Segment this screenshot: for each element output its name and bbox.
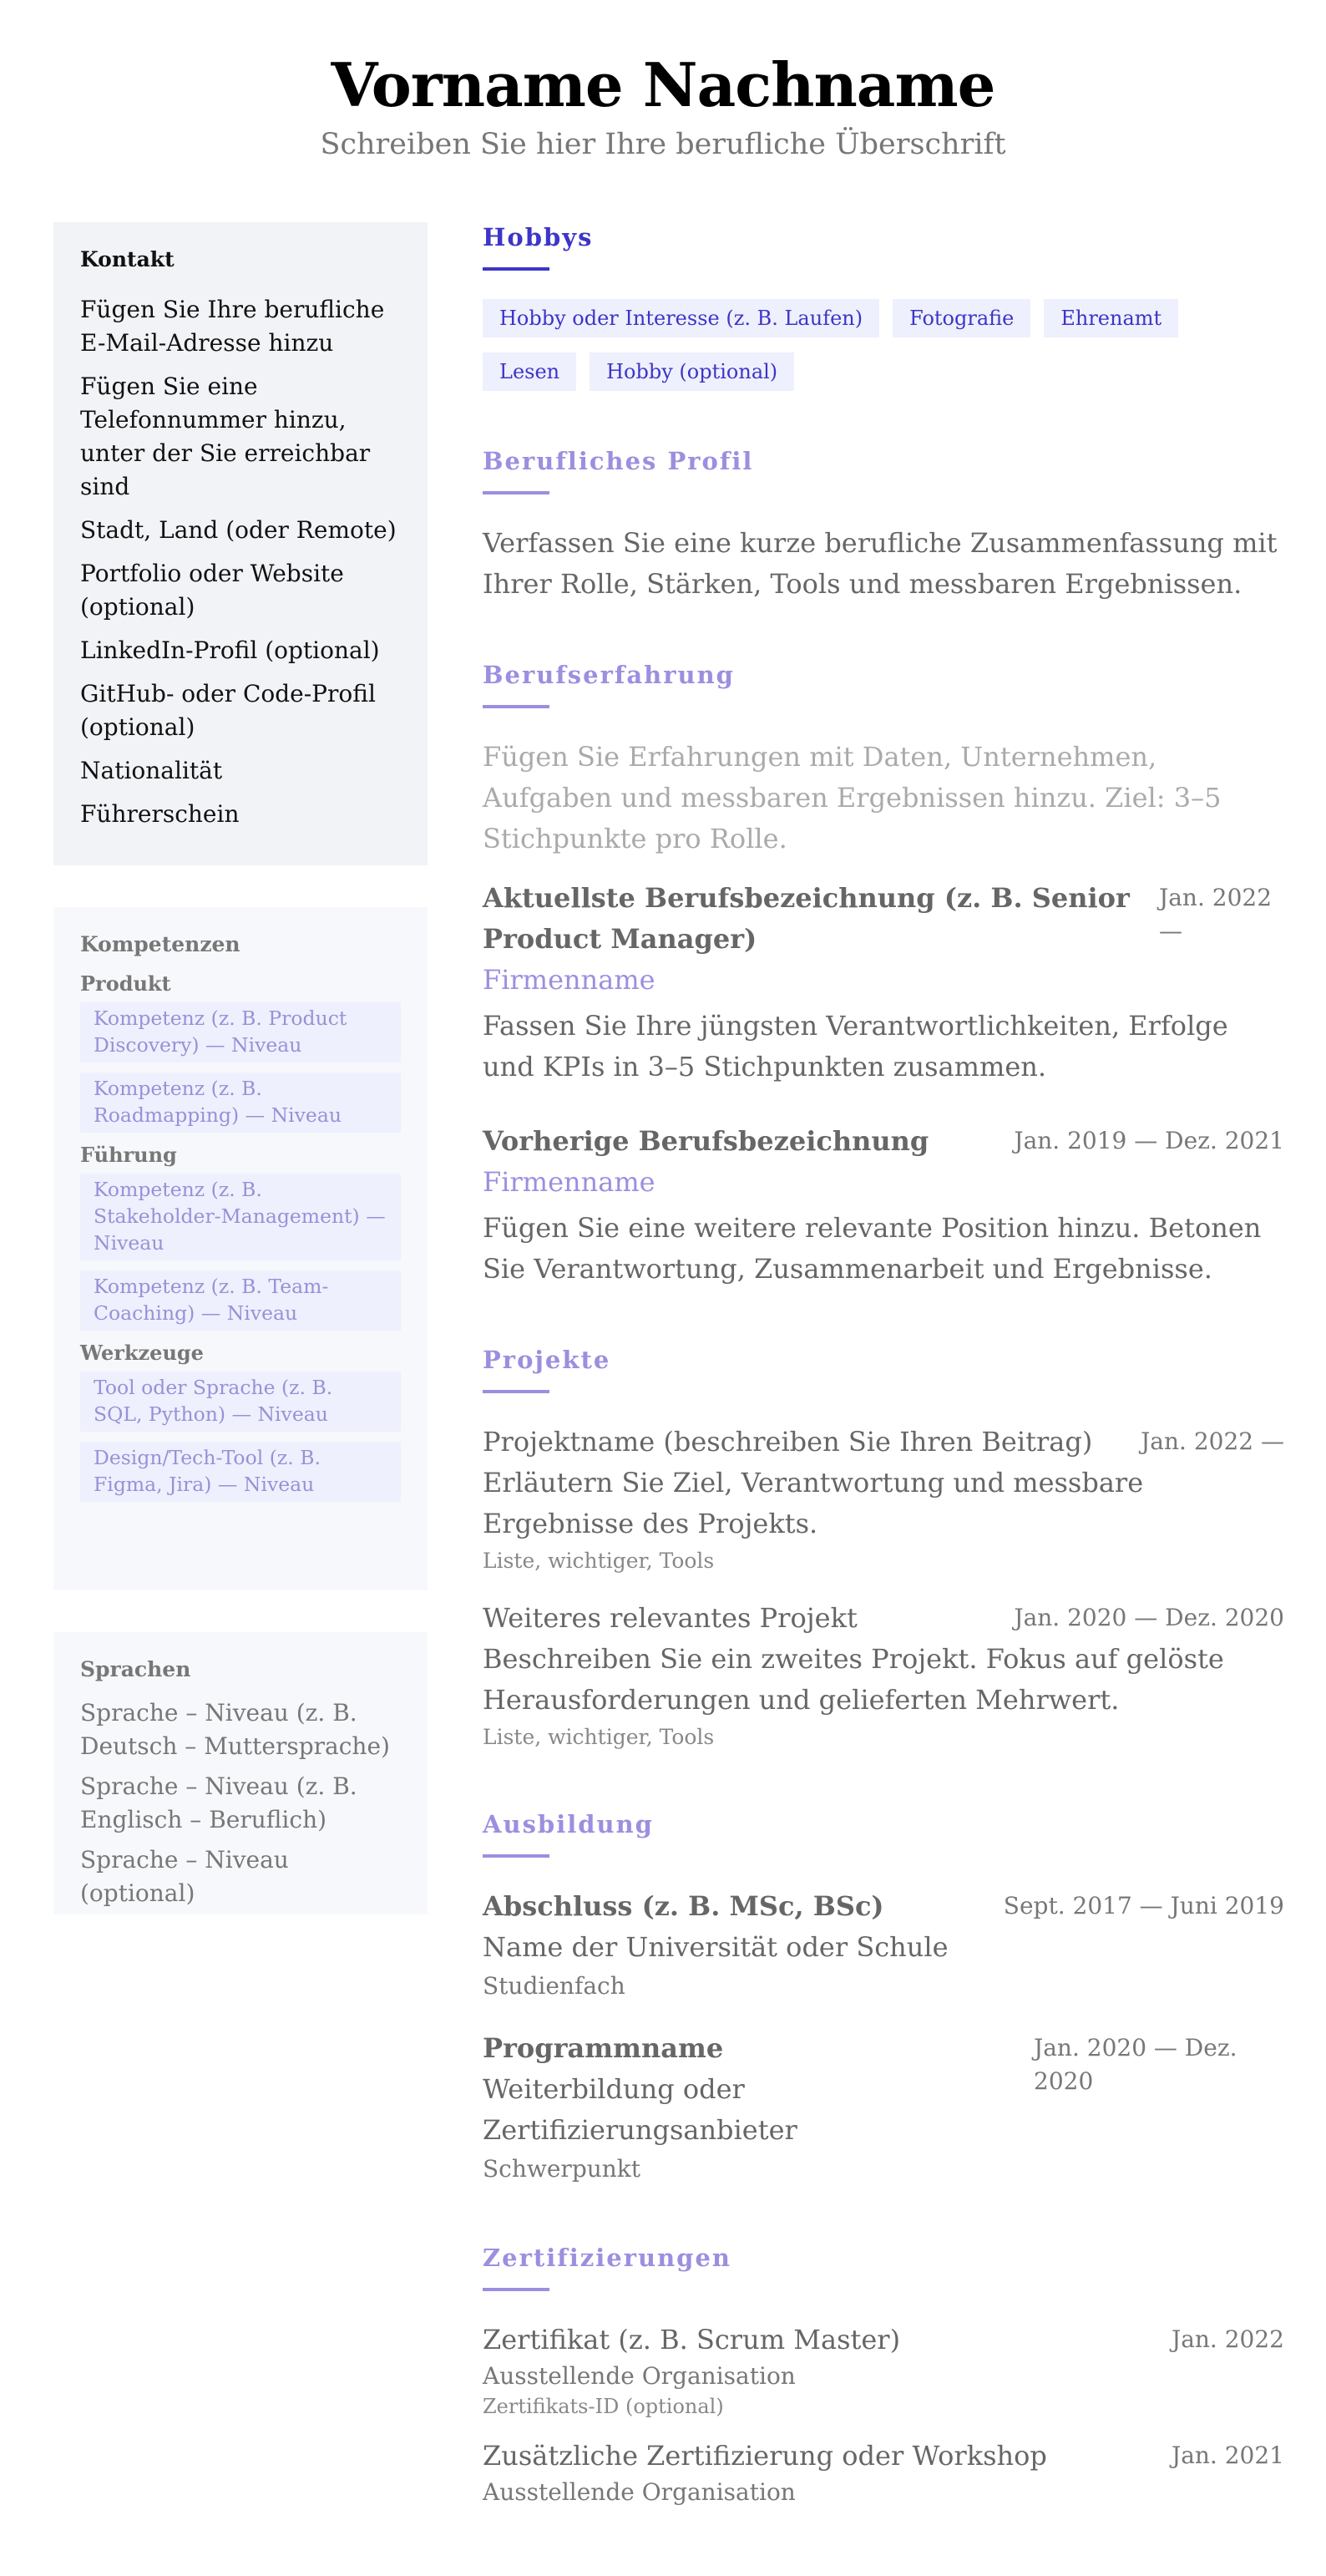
skill-item: Tool oder Sprache (z. B. SQL, Python) — Niveau — [80, 1372, 401, 1432]
certification-entry — [483, 2320, 1284, 2421]
job-title: Vorherige Berufsbezeichnung — [483, 1125, 929, 1157]
contact-email: Fügen Sie Ihre berufliche E-Mail-Adresse hinzu — [80, 296, 385, 357]
skill-group-title: Führung — [80, 1143, 177, 1167]
project-description: Erläutern Sie Ziel, Verantwortung und messbare Ergebnisse des Projekts. — [483, 1467, 1144, 1539]
company-name: Firmenname — [483, 1166, 655, 1198]
issuing-organization: Ausstellende Organisation — [483, 2362, 796, 2390]
field-of-study: Studienfach — [483, 1972, 625, 2000]
section-underline — [483, 2288, 549, 2291]
professional-headline: Schreiben Sie hier Ihre berufliche Überschrift — [320, 128, 1006, 161]
education-entry — [483, 1886, 1284, 2005]
hobby-chip: Hobby oder Interesse (z. B. Laufen) — [483, 299, 879, 337]
contact-section — [53, 222, 428, 865]
project-description: Beschreiben Sie ein zweites Projekt. Fokus auf gelöste Herausforderungen und gelieferten Mehrwert. — [483, 1643, 1224, 1716]
hobbies-title: Hobbys — [483, 223, 594, 251]
contact-github: GitHub- oder Code-Profil (optional) — [80, 680, 376, 741]
project-entry — [483, 1598, 1284, 1754]
education-title: Ausbildung — [483, 1810, 654, 1838]
certification-entry — [483, 2436, 1284, 2508]
issuing-organization: Ausstellende Organisation — [483, 2478, 796, 2506]
degree-name: Abschluss (z. B. MSc, BSc) — [483, 1890, 884, 1922]
job-description: Fügen Sie eine weitere relevante Position hinzu. Betonen Sie Verantwortung, Zusammenarbeit und Ergebnisse. — [483, 1212, 1262, 1285]
sidebar — [53, 222, 428, 1914]
job-date: Jan. 2019 — Dez. 2021 — [1014, 1127, 1284, 1154]
contact-portfolio: Portfolio oder Website (optional) — [80, 560, 344, 621]
contact-linkedin: LinkedIn-Profil (optional) — [80, 636, 380, 664]
skill-group-title: Produkt — [80, 971, 171, 996]
hobby-chip: Ehrenamt — [1044, 299, 1178, 337]
contact-nationality: Nationalität — [80, 757, 223, 784]
skill-item: Kompetenz (z. B. Team-Coaching) — Niveau — [80, 1270, 401, 1331]
education-date: Jan. 2020 — Dez. 2020 — [1034, 2034, 1237, 2095]
section-underline — [483, 1854, 549, 1858]
profile-title: Berufliches Profil — [483, 447, 754, 475]
experience-entry — [483, 878, 1284, 1088]
education-date: Sept. 2017 — Juni 2019 — [1003, 1892, 1284, 1919]
project-tools: Liste, wichtiger, Tools — [483, 1549, 715, 1573]
resume-header — [0, 0, 1326, 165]
languages-section — [53, 1632, 428, 1914]
certification-name: Zusätzliche Zertifizierung oder Workshop — [483, 2440, 1047, 2472]
full-name: Vorname Nachname — [331, 49, 995, 120]
experience-entry — [483, 1121, 1284, 1290]
field-of-study: Schwerpunkt — [483, 2155, 641, 2183]
contact-phone: Fügen Sie eine Telefonnummer hinzu, unter der Sie erreichbar sind — [80, 373, 371, 500]
project-name: Projektname (beschreiben Sie Ihren Beitrag) — [483, 1426, 1093, 1458]
hobby-chip: Hobby (optional) — [590, 352, 794, 391]
skill-item: Kompetenz (z. B. Product Discovery) — Niveau — [80, 1002, 401, 1062]
hobby-chip: Lesen — [483, 352, 576, 391]
job-title: Aktuellste Berufsbezeichnung (z. B. Senior Product Manager) — [483, 882, 1130, 955]
project-date: Jan. 2022 — — [1141, 1427, 1284, 1455]
skills-title: Kompetenzen — [80, 932, 240, 956]
project-entry — [483, 1422, 1284, 1578]
company-name: Firmenname — [483, 964, 655, 996]
school-name: Weiterbildung oder Zertifizierungsanbieter — [483, 2073, 797, 2146]
project-tools: Liste, wichtiger, Tools — [483, 1725, 715, 1749]
section-underline — [483, 1390, 549, 1393]
degree-name: Programmname — [483, 2032, 724, 2064]
projects-title: Projekte — [483, 1346, 611, 1374]
experience-intro: Fügen Sie Erfahrungen mit Daten, Unternehmen, Aufgaben und messbaren Ergebnissen hinzu. Ziel: 3–5 Stichpunkte pro Rolle. — [483, 741, 1222, 854]
language-item: Sprache – Niveau (z. B. Englisch – Beruflich) — [80, 1772, 357, 1833]
skill-item: Kompetenz (z. B. Stakeholder-Management) — Niveau — [80, 1174, 401, 1260]
contact-location: Stadt, Land (oder Remote) — [80, 516, 397, 544]
hobby-chip: Fotografie — [893, 299, 1030, 337]
certification-date: Jan. 2021 — [1171, 2442, 1284, 2469]
certification-name: Zertifikat (z. B. Scrum Master) — [483, 2324, 901, 2355]
school-name: Name der Universität oder Schule — [483, 1931, 949, 1963]
section-underline — [483, 705, 549, 708]
certifications-title: Zertifizierungen — [483, 2244, 731, 2272]
skill-item: Design/Tech-Tool (z. B. Figma, Jira) — Niveau — [80, 1442, 401, 1502]
project-name: Weiteres relevantes Projekt — [483, 1602, 858, 1634]
job-date: Jan. 2022 — — [1159, 884, 1273, 945]
education-entry — [483, 2028, 1284, 2188]
experience-title: Berufserfahrung — [483, 661, 735, 689]
main-content — [483, 219, 1284, 2542]
section-underline — [483, 491, 549, 494]
skill-group-title: Werkzeuge — [80, 1341, 204, 1365]
skill-item: Kompetenz (z. B. Roadmapping) — Niveau — [80, 1072, 401, 1133]
languages-title: Sprachen — [80, 1657, 191, 1681]
contact-title: Kontakt — [80, 247, 175, 271]
project-date: Jan. 2020 — Dez. 2020 — [1014, 1604, 1284, 1631]
certification-id: Zertifikats-ID (optional) — [483, 2395, 724, 2418]
language-item: Sprache – Niveau (z. B. Deutsch – Muttersprache) — [80, 1699, 390, 1760]
profile-text: Verfassen Sie eine kurze berufliche Zusammenfassung mit Ihrer Rolle, Stärken, Tools und messbaren Ergebnissen. — [483, 527, 1278, 600]
hobbies-list — [483, 299, 1284, 391]
certification-date: Jan. 2022 — [1171, 2325, 1284, 2353]
skills-section — [53, 907, 428, 1590]
contact-license: Führerschein — [80, 800, 240, 828]
section-underline — [483, 267, 549, 271]
language-item: Sprache – Niveau (optional) — [80, 1846, 289, 1907]
job-description: Fassen Sie Ihre jüngsten Verantwortlichkeiten, Erfolge und KPIs in 3–5 Stichpunkten zusammen. — [483, 1010, 1228, 1083]
